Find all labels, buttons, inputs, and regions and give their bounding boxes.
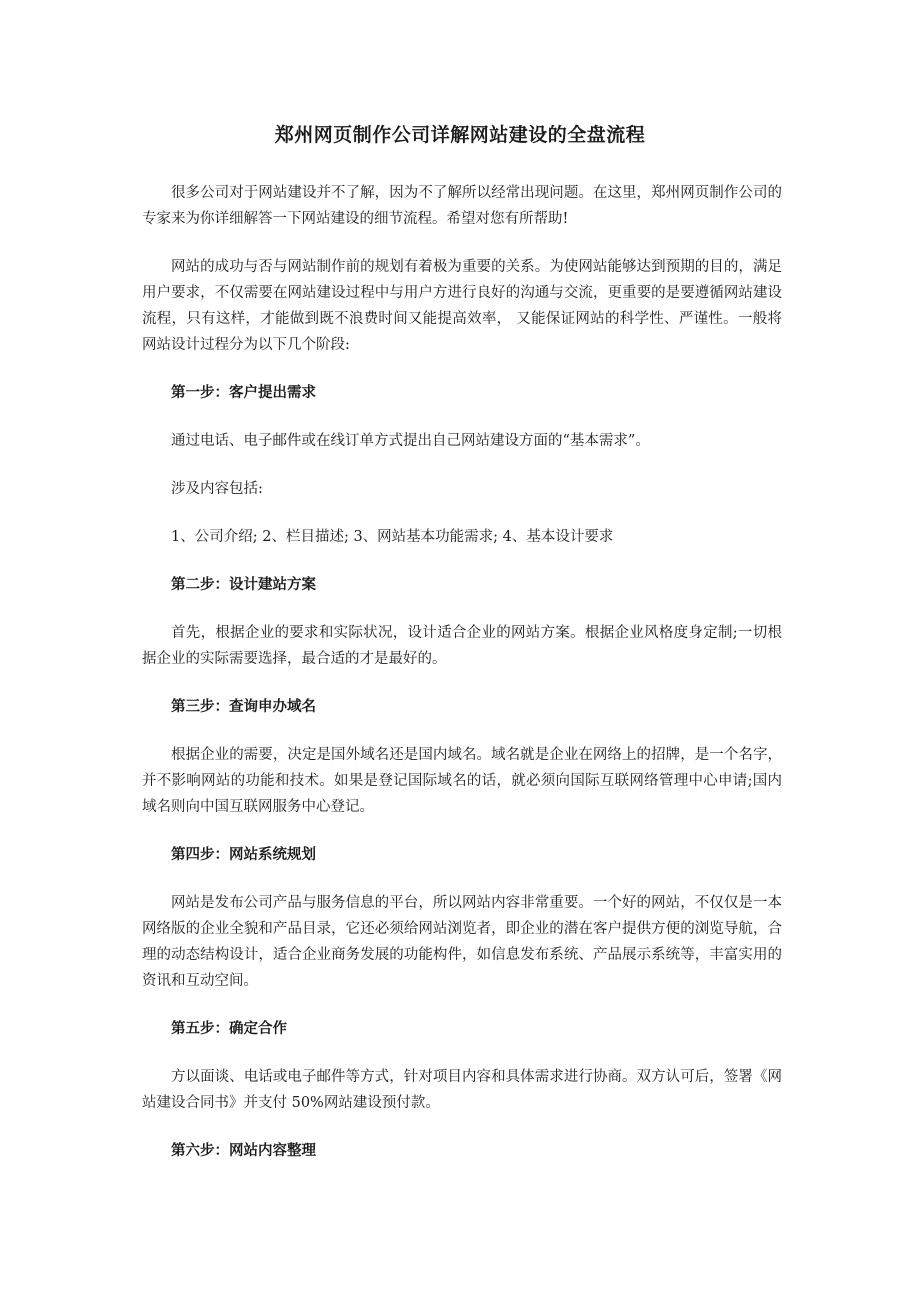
document-title: 郑州网页制作公司详解网站建设的全盘流程: [274, 124, 646, 146]
step1-heading: 第一步：客户提出需求: [171, 384, 316, 401]
step3-heading: 第三步：查询申办域名: [171, 698, 316, 715]
step1-scope: 涉及内容包括:: [171, 481, 263, 497]
step2-text: 首先，根据企业的要求和实际状况，设计适合企业的网站方案。根据企业风格度身定制;一切根据企业的实际需要选择，最合适的才是最好的。: [142, 625, 782, 667]
step5-text: 方以面谈、电话或电子邮件等方式，针对项目内容和具体需求进行协商。双方认可后，签署《网站建设合同书》并支付 50%网站建设预付款。: [142, 1069, 782, 1111]
step1-items: 1、公司介绍; 2、栏目描述; 3、网站基本功能需求; 4、基本设计要求: [171, 529, 614, 545]
step1-text: 通过电话、电子邮件或在线订单方式提出自己网站建设方面的“基本需求”。: [171, 433, 650, 449]
step5-heading: 第五步：确定合作: [171, 1020, 287, 1037]
step4-heading: 第四步：网站系统规划: [171, 846, 316, 863]
step3-text: 根据企业的需要，决定是国外域名还是国内域名。域名就是企业在网络上的招牌，是一个名字，并不影响网站的功能和技术。如果是登记国际域名的话，就必须向国际互联网络管理中心申请;国内域名则向中国互联网服务中心登记。: [142, 747, 782, 815]
intro-paragraph: 很多公司对于网站建设并不了解，因为不了解所以经常出现问题。在这里，郑州网页制作公司的专家来为你详细解答一下网站建设的细节流程。希望对您有所帮助!: [142, 185, 782, 227]
document-body: [142, 180, 782, 1186]
step6-heading: 第六步：网站内容整理: [171, 1142, 316, 1159]
step2-heading: 第二步：设计建站方案: [171, 576, 316, 593]
overview-paragraph: 网站的成功与否与网站制作前的规划有着极为重要的关系。为使网站能够达到预期的目的，满足用户要求，不仅需要在网站建设过程中与用户方进行良好的沟通与交流，更重要的是要遵循网站建设流程，只有这样，才能做到既不浪费时间又能提高效率， 又能保证网站的科学性、严谨性。一般将网站设计过程分为以下几个阶段:: [142, 259, 782, 353]
step4-text: 网站是发布公司产品与服务信息的平台，所以网站内容非常重要。一个好的网站，不仅仅是一本网络版的企业全貌和产品目录，它还必须给网站浏览者，即企业的潜在客户提供方便的浏览导航，合理的动态结构设计，适合企业商务发展的功能构件，如信息发布系统、产品展示系统等，丰富实用的资讯和互动空间。: [142, 895, 782, 989]
